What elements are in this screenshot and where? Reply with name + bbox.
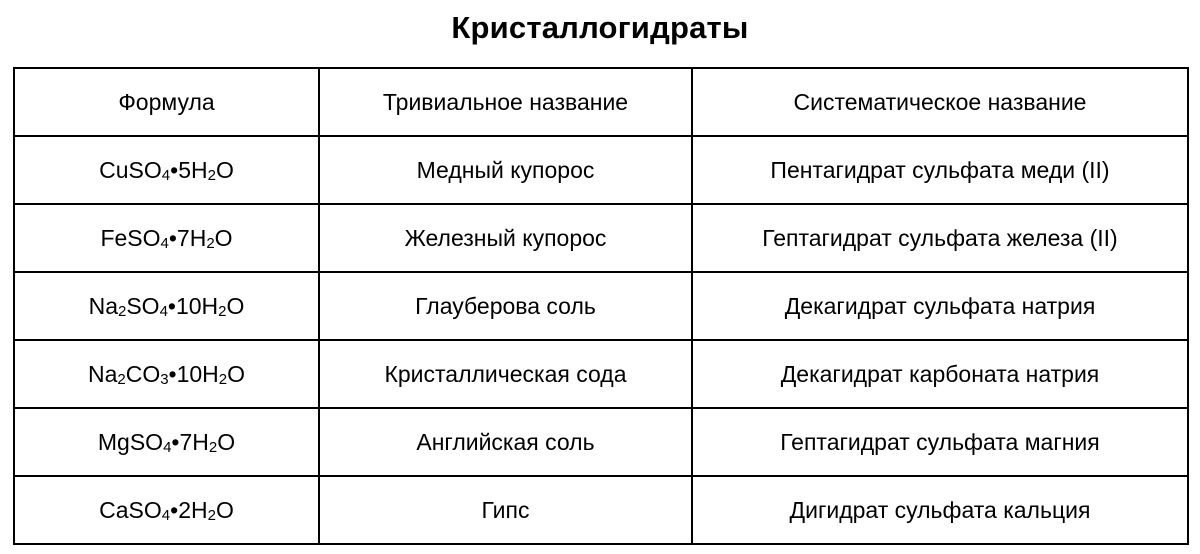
formula-text: Na: [88, 292, 118, 319]
trivial-name-cell: Гипс: [319, 476, 692, 544]
formula-subscript: 2: [118, 302, 127, 320]
formula-text: CuSO: [99, 156, 162, 183]
formula-text: •2H: [170, 496, 208, 523]
table-row: [14, 204, 1188, 272]
table-header-row: [14, 68, 1188, 136]
formula-subscript: 4: [160, 234, 169, 252]
column-header-systematic-name: Систематическое название: [692, 68, 1188, 136]
page-title: Кристаллогидраты: [451, 10, 749, 45]
trivial-name-cell: Глауберова соль: [319, 272, 692, 340]
formula-subscript: 2: [218, 302, 227, 320]
table-row: [14, 476, 1188, 544]
formula-text: O: [215, 156, 234, 183]
formula-subscript: 2: [218, 370, 228, 388]
column-header-formula: Формула: [14, 68, 319, 136]
formula-text: •5H: [170, 156, 208, 183]
systematic-name-cell: Декагидрат сульфата натрия: [692, 272, 1188, 340]
formula-cell: [14, 408, 319, 476]
trivial-name-cell: Кристаллическая сода: [319, 340, 692, 408]
formula-text: FeSO: [100, 224, 161, 251]
table-row: [14, 408, 1188, 476]
formula-subscript: 2: [207, 506, 216, 524]
formula-text: O: [214, 224, 233, 251]
formula-subscript: 4: [161, 166, 171, 184]
formula-cell: [14, 476, 319, 544]
formula-subscript: 4: [159, 302, 168, 320]
formula-text: O: [227, 360, 246, 387]
formula-text: •7H: [168, 224, 207, 251]
systematic-name-cell: Дигидрат сульфата кальция: [692, 476, 1188, 544]
formula-subscript: 2: [117, 370, 126, 388]
formula-cell: [14, 136, 319, 204]
formula-text: MgSO: [97, 428, 164, 455]
crystal-hydrates-table: [13, 67, 1189, 545]
systematic-name-cell: Декагидрат карбоната натрия: [692, 340, 1188, 408]
formula-subscript: 4: [163, 438, 172, 456]
formula-text: O: [215, 496, 234, 523]
formula-text: CO: [125, 360, 161, 387]
formula-subscript: 4: [161, 506, 171, 524]
formula-cell: [14, 272, 319, 340]
formula-subscript: 2: [207, 166, 216, 184]
table-row: [14, 340, 1188, 408]
formula-cell: [14, 340, 319, 408]
formula-cell: [14, 204, 319, 272]
formula-subscript: 2: [208, 438, 218, 456]
trivial-name-cell: Железный купорос: [319, 204, 692, 272]
table-row: [14, 136, 1188, 204]
formula-text: •10H: [167, 292, 219, 319]
formula-text: Na: [87, 360, 118, 387]
formula-text: SO: [126, 292, 160, 319]
formula-text: •7H: [171, 428, 209, 455]
systematic-name-cell: Гептагидрат сульфата магния: [692, 408, 1188, 476]
formula-text: CaSO: [99, 496, 162, 523]
formula-subscript: 2: [206, 234, 215, 252]
systematic-name-cell: Пентагидрат сульфата меди (II): [692, 136, 1188, 204]
trivial-name-cell: Медный купорос: [319, 136, 692, 204]
trivial-name-cell: Английская соль: [319, 408, 692, 476]
formula-text: •10H: [168, 360, 219, 387]
table-row: [14, 272, 1188, 340]
systematic-name-cell: Гептагидрат сульфата железа (II): [692, 204, 1188, 272]
formula-text: O: [217, 428, 236, 455]
formula-subscript: 3: [160, 370, 169, 388]
formula-text: O: [226, 292, 245, 319]
column-header-trivial-name: Тривиальное название: [319, 68, 692, 136]
